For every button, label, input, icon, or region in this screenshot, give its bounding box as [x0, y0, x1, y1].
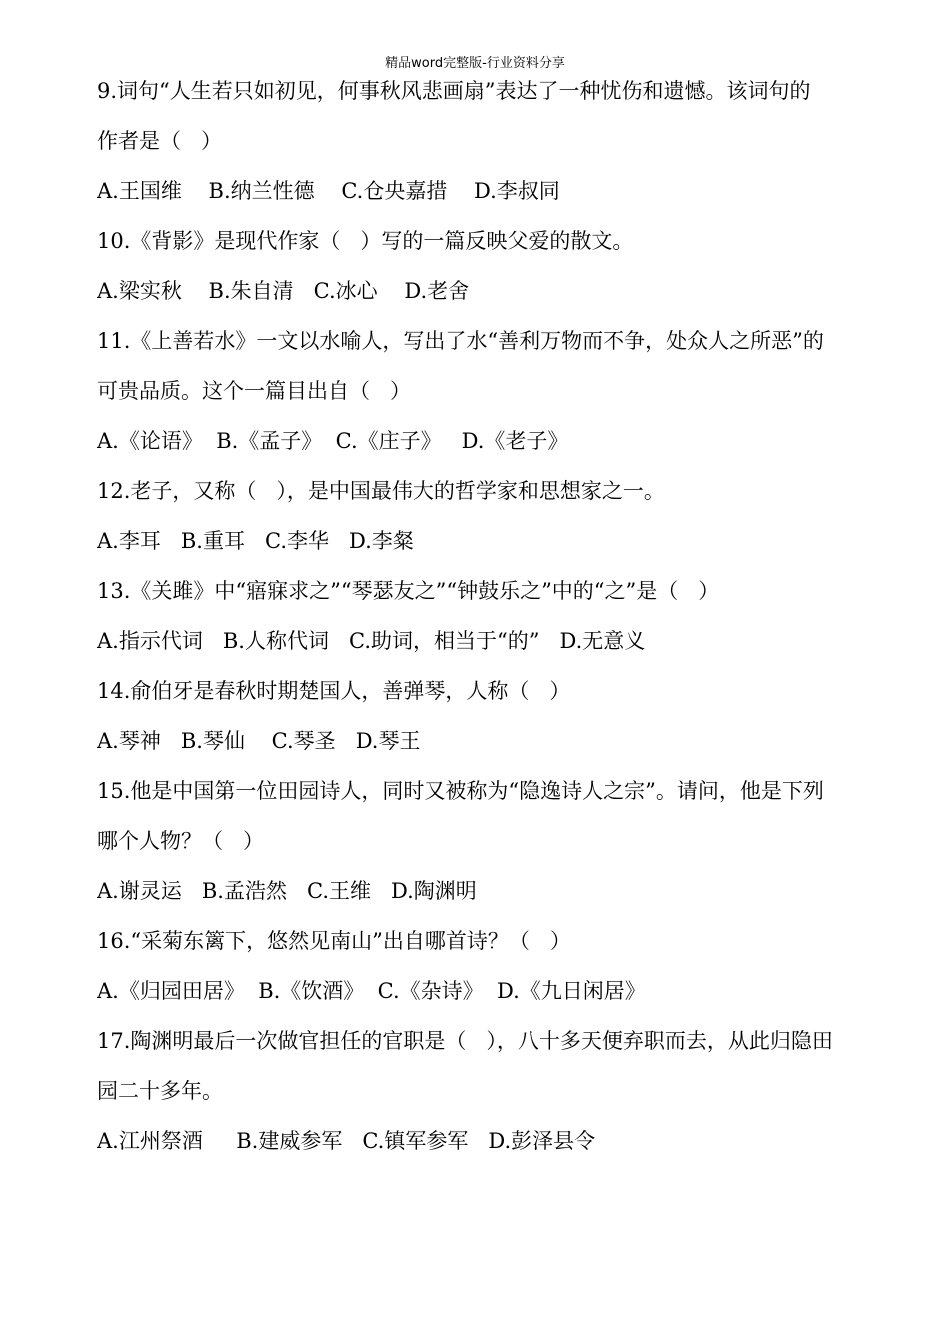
document-body [97, 66, 877, 1166]
question-9-line-1: 9.词句“人生若只如初见，何事秋风悲画扇”表达了一种忧伤和遗憾。该词句的 [97, 79, 811, 103]
question-16-options: A.《归园田居》 B.《饮酒》 C.《杂诗》 D.《九日闲居》 [97, 979, 646, 1003]
question-12-options: A.李耳 B.重耳 C.李华 D.李粲 [97, 529, 414, 553]
question-10: 10.《背影》是现代作家（ ）写的一篇反映父爱的散文。 [97, 229, 634, 253]
question-17-options: A.江州祭酒 B.建威参军 C.镇军参军 D.彭泽县令 [97, 1129, 596, 1153]
question-9-options: A.王国维 B.纳兰性德 C.仓央嘉措 D.李叔同 [97, 179, 560, 203]
question-10-options: A.梁实秋 B.朱自清 C.冰心 D.老舍 [97, 279, 470, 303]
question-14-options: A.琴神 B.琴仙 C.琴圣 D.琴王 [97, 729, 421, 753]
question-13-options: A.指示代词 B.人称代词 C.助词，相当于“的” D.无意义 [97, 629, 646, 653]
question-16: 16.“采菊东篱下，悠然见南山”出自哪首诗？（ ） [97, 929, 571, 953]
question-15-line-2: 哪个人物？（ ） [97, 829, 265, 853]
question-11-line-1: 11.《上善若水》一文以水喻人，写出了水“善利万物而不争，处众人之所恶”的 [97, 329, 824, 353]
question-11-line-2: 可贵品质。这个一篇目出自（ ） [97, 379, 412, 403]
question-9-line-2: 作者是（ ） [97, 129, 223, 153]
question-12: 12.老子，又称（ ），是中国最伟大的哲学家和思想家之一。 [97, 479, 665, 503]
question-14: 14.俞伯牙是春秋时期楚国人，善弹琴，人称（ ） [97, 679, 571, 703]
question-15-line-1: 15.他是中国第一位田园诗人，同时又被称为“隐逸诗人之宗”。请问，他是下列 [97, 779, 824, 803]
question-17-line-2: 园二十多年。 [97, 1079, 223, 1103]
question-11-options: A.《论语》 B.《孟子》 C.《庄子》 D.《老子》 [97, 429, 569, 453]
question-13: 13.《关雎》中“寤寐求之”“琴瑟友之”“钟鼓乐之”中的“之”是（ ） [97, 579, 720, 603]
question-17-line-1: 17.陶渊明最后一次做官担任的官职是（ ），八十多天便弃职而去，从此归隐田 [97, 1029, 833, 1053]
question-15-options: A.谢灵运 B.孟浩然 C.王维 D.陶渊明 [97, 879, 477, 903]
page-header: 精品word完整版-行业资料分享 [385, 56, 565, 71]
